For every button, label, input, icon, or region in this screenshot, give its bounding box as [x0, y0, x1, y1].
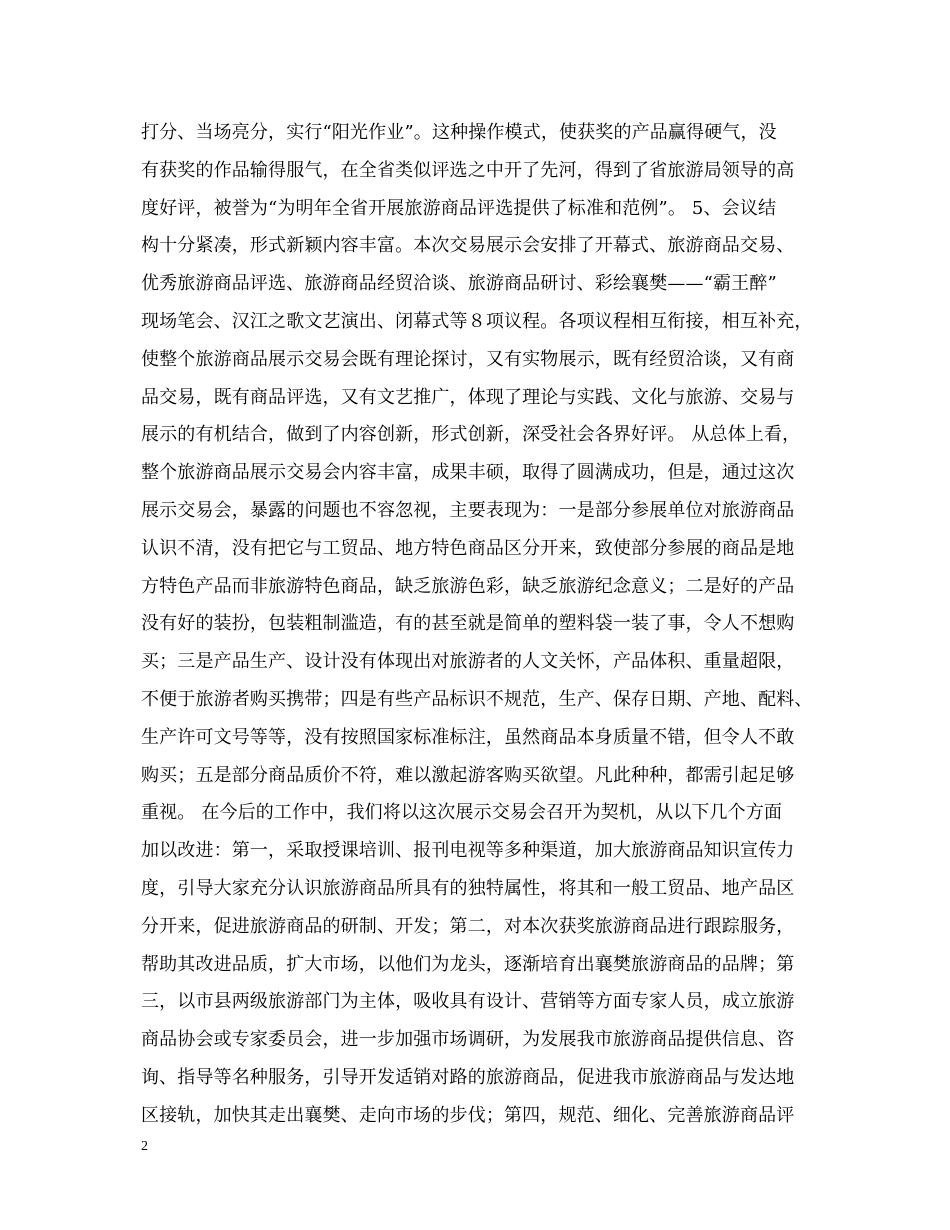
text-line: 优秀旅游商品评选、旅游商品经贸洽谈、旅游商品研讨、彩绘襄樊——“霸王醉”: [141, 273, 777, 295]
text-line: 认识不清，没有把它与工贸品、地方特色商品区分开来，致使部分参展的商品是地: [141, 537, 795, 559]
text-line: 有获奖的作品输得服气，在全省类似评选之中开了先河，得到了省旅游局领导的高: [141, 159, 795, 181]
text-line: 不便于旅游者购买携带；四是有些产品标识不规范，生产、保存日期、产地、配料、: [141, 688, 813, 710]
text-line: 展示的有机结合，做到了内容创新，形式创新，深受社会各界好评。 从总体上看，: [141, 424, 801, 446]
text-line: 分开来，促进旅游商品的研制、开发；第二，对本次获奖旅游商品进行跟踪服务，: [141, 915, 795, 937]
text-line: 三，以市县两级旅游部门为主体，吸收具有设计、营销等方面专家人员，成立旅游: [141, 991, 795, 1013]
text-line: 帮助其改进品质，扩大市场，以他们为龙头，逐渐培育出襄樊旅游商品的品牌；第: [141, 953, 795, 975]
text-line: 方特色产品而非旅游特色商品，缺乏旅游色彩，缺乏旅游纪念意义；二是好的产品: [141, 575, 795, 597]
text-line: 构十分紧凑，形式新颖内容丰富。本次交易展示会安排了开幕式、旅游商品交易、: [141, 235, 795, 257]
text-line: 生产许可文号等等，没有按照国家标准标注，虽然商品本身质量不错，但令人不敢: [141, 726, 795, 748]
text-line: 商品协会或专家委员会，进一步加强市场调研，为发展我市旅游商品提供信息、咨: [141, 1029, 795, 1051]
text-line: 询、指导等名种服务，引导开发适销对路的旅游商品，促进我市旅游商品与发达地: [141, 1066, 795, 1088]
text-line: 重视。 在今后的工作中，我们将以这次展示交易会召开为契机，从以下几个方面: [141, 802, 783, 824]
text-line: 展示交易会，暴露的问题也不容忽视，主要表现为：一是部分参展单位对旅游商品: [141, 499, 795, 521]
text-line: 品交易，既有商品评选，又有文艺推广，体现了理论与实践、文化与旅游、交易与: [141, 386, 795, 408]
text-line: 买；三是产品生产、设计没有体现出对旅游者的人文关怀，产品体积、重量超限，: [141, 651, 795, 673]
text-line: 度好评，被誉为“为明年全省开展旅游商品评选提供了标准和范例”。 5、会议结: [141, 197, 777, 219]
page-number: 2: [141, 1139, 148, 1154]
text-line: 打分、当场亮分，实行“阳光作业”。这种操作模式，使获奖的产品赢得硬气，没: [141, 122, 777, 143]
text-line: 没有好的装扮，包装粗制滥造，有的甚至就是简单的塑料袋一装了事，令人不想购: [141, 613, 795, 635]
text-line: 购买；五是部分商品质价不符，难以激起游客购买欲望。凡此种种，都需引起足够: [141, 764, 795, 786]
body-text: [141, 114, 831, 1135]
text-line: 现场笔会、汉江之歌文艺演出、闭幕式等８项议程。各项议程相互衔接，相互补充，: [141, 310, 813, 332]
text-line: 整个旅游商品展示交易会内容丰富，成果丰硕，取得了圆满成功，但是，通过这次: [141, 462, 795, 484]
text-line: 区接轨，加快其走出襄樊、走向市场的步伐；第四，规范、细化、完善旅游商品评: [141, 1104, 795, 1126]
text-line: 加以改进：第一，采取授课培训、报刊电视等多种渠道，加大旅游商品知识宣传力: [141, 840, 795, 862]
text-line: 使整个旅游商品展示交易会既有理论探讨，又有实物展示，既有经贸洽谈，又有商: [141, 348, 795, 370]
text-line: 度，引导大家充分认识旅游商品所具有的独特属性，将其和一般工贸品、地产品区: [141, 877, 795, 899]
